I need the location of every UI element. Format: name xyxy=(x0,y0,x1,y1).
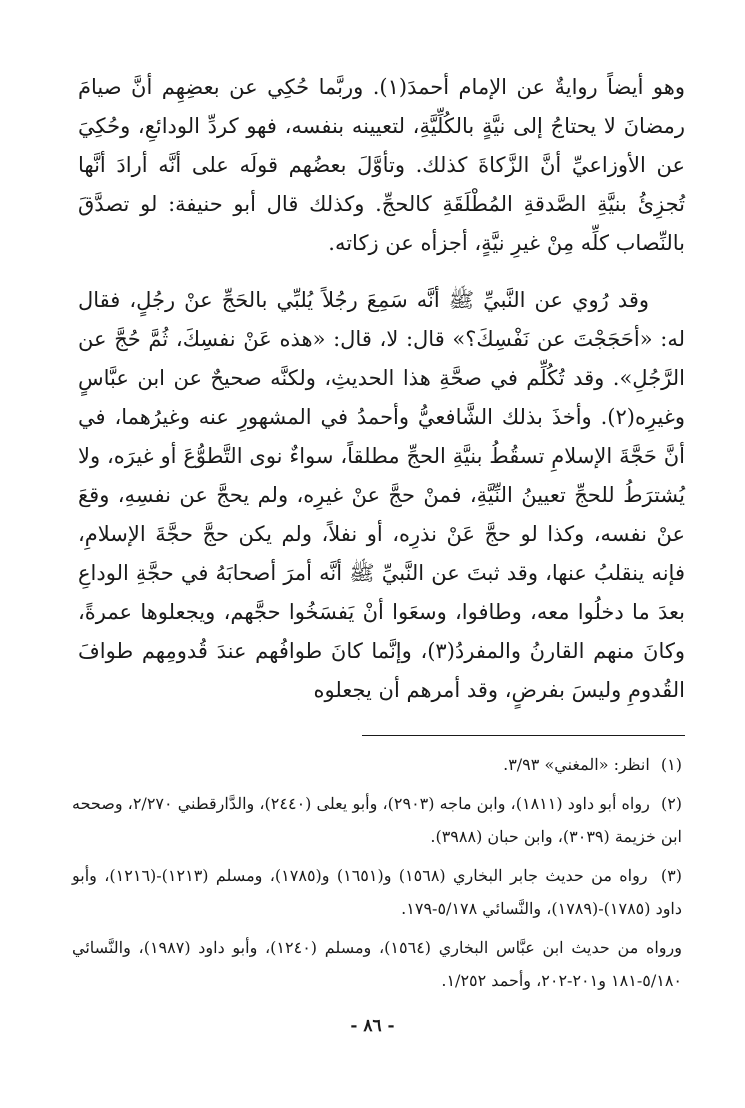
main-text xyxy=(78,68,685,710)
footnote-text: انظر: «المغني» ٣/٩٣. xyxy=(503,755,650,774)
footnote-1 xyxy=(72,748,682,781)
paragraph-1: وهو أيضاً روايةٌ عن الإمام أحمدَ(١). وربَّما حُكِي عن بعضِهِم أنَّ صيامَ رمضانَ لا يحتاجُ إلى نيَّةٍ بالكُلِّيَّةِ، لتعيينه بنفسه، فهو كردِّ الودائعِ، وحُكِيَ عن الأوزاعيِّ أنَّ الزَّكاةَ كذلك. وتأوَّلَ بعضُهم قولَه على أنَّه أرادَ أنَّها تُجزِئُ بنيَّةِ الصَّدقةِ المُطْلَقَةِ كالحجِّ. وكذلك قال أبو حنيفة: لو تصدَّقَ بالنِّصاب كلِّه مِنْ غيرِ نيَّةٍ، أجزأه عن زكاته. xyxy=(78,75,685,255)
footnote-number: (١) xyxy=(660,755,682,774)
footnote-number: (٣) xyxy=(660,866,683,885)
footnote-number: (٢) xyxy=(660,794,683,813)
footnote-3 xyxy=(72,859,682,925)
footnote-text: ورواه من حديث ابن عبَّاس البخاري (١٥٦٤)، ومسلم (١٢٤٠)، وأبو داود (١٩٨٧)، والنَّسائي ٥/١٨٠-١٨١ و٢٠١-٢٠٢، وأحمد ١/٢٥٢. xyxy=(72,938,682,990)
footnote-3-continuation xyxy=(72,931,682,997)
footnote-text: رواه أبو داود (١٨١١)، وابن ماجه (٢٩٠٣)، وأبو يعلى (٢٤٤٠)، والدَّارقطني ٢/٢٧٠، وصححه ابن خزيمة (٣٠٣٩)، وابن حبان (٣٩٨٨). xyxy=(72,794,682,846)
footnote-text: رواه من حديث جابر البخاري (١٥٦٨) و(١٦٥١) و(١٧٨٥)، ومسلم (١٢١٣)-(١٢١٦)، وأبو داود (١٧٨٥)-(١٧٨٩)، والنَّسائي ٥/١٧٨-١٧٩. xyxy=(72,866,682,918)
paragraph-2: وقد رُوي عن النَّبيِّ ﷺ أنَّه سَمِعَ رجُلاً يُلبِّي بالحَجِّ عنْ رجُلٍ، فقال له: «أحَجَجْتَ عن نَفْسِكَ؟» قال: لا، قال: «هذه عَنْ نفسِكَ، ثُمَّ حُجَّ عن الرَّجُلِ». وقد تُكُلِّم في صحَّةِ هذا الحديثِ، ولكنَّه صحيحٌ عن ابن عبَّاسٍ وغيرِه(٢). وأخذَ بذلك الشَّافعيُّ وأحمدُ في المشهورِ عنه وغيرُهما، في أنَّ حَجَّةَ الإسلامِ تسقُطُ بنيَّةِ الحجِّ مطلقاً، سواءٌ نوى التَّطوُّعَ أو غيرَه، ولا يُشترَطُ للحجِّ تعيينُ النِّيَّةِ، فمنْ حجَّ عنْ غيرِه، ولم يحجَّ عن نفسِهِ، وقعَ عنْ نفسه، وكذا لو حجَّ عَنْ نذرِه، أو نفلاً، ولم يكن حجَّ حجَّةَ الإسلامِ، فإنه ينقلبُ عنها، وقد ثبتَ عن النَّبيِّ ﷺ أنَّه أمرَ أصحابَهُ في حجَّةِ الوداعِ بعدَ ما دخلُوا معه، وطافوا، وسعَوا أنْ يَفسَخُوا حجَّهم، ويجعلوها عمرةً، وكانَ منهم القارنُ والمفردُ(٣)، وإنَّما كانَ طوافُهم عندَ قُدومِهم طوافَ القُدومِ وليسَ بفرضٍ، وقد أمرهم أن يجعلوه xyxy=(78,288,685,702)
footnotes xyxy=(72,748,682,1003)
footnote-2 xyxy=(72,787,682,853)
footnote-separator xyxy=(362,735,685,736)
page-number: - ٨٦ - xyxy=(350,1016,395,1036)
